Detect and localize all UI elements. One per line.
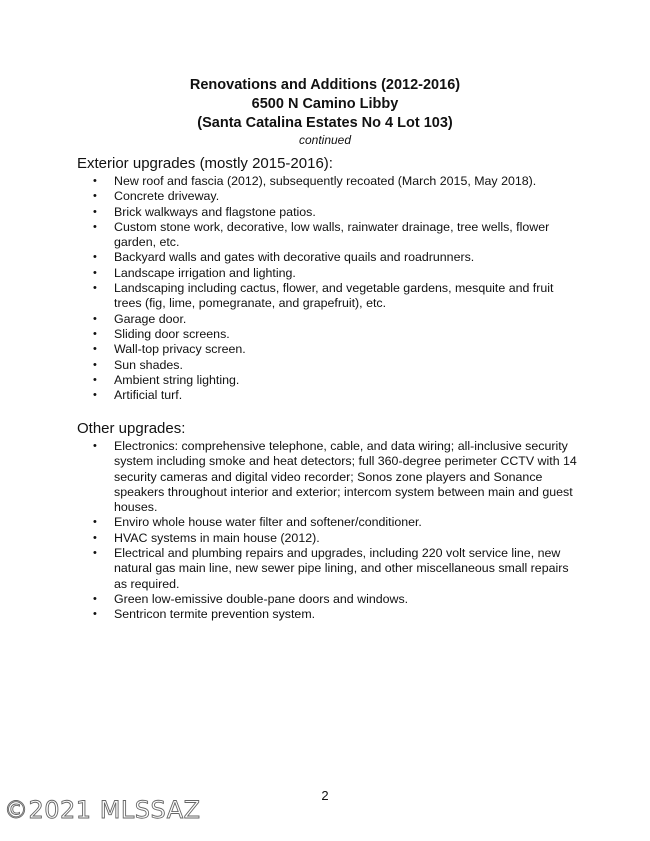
bullet-icon: •	[93, 220, 97, 233]
list-item	[77, 312, 577, 327]
list-item-text: Custom stone work, decorative, low walls, rainwater drainage, tree wells, flower garden, etc.	[114, 219, 550, 250]
bullet-icon: •	[93, 190, 97, 203]
list-item-text: Brick walkways and flagstone patios.	[114, 204, 316, 219]
bullet-icon: •	[93, 608, 97, 621]
list-item	[77, 205, 577, 220]
property-address: 6500 N Camino Libby	[251, 96, 399, 112]
bullet-icon: •	[93, 358, 97, 371]
bullet-icon: •	[93, 343, 97, 356]
document-header	[0, 76, 650, 147]
list-item	[77, 174, 577, 189]
bullet-icon: •	[93, 327, 97, 340]
exterior-upgrades-section	[77, 155, 577, 403]
list-item-text: Sun shades.	[114, 357, 183, 372]
section-title: Exterior upgrades (mostly 2015-2016):	[77, 155, 333, 172]
bullet-icon: •	[93, 531, 97, 544]
bullet-icon: •	[93, 266, 97, 279]
list-item	[77, 220, 577, 251]
bullet-icon: •	[93, 251, 97, 264]
list-item	[77, 250, 577, 265]
bullet-icon: •	[93, 205, 97, 218]
bullet-icon: •	[93, 592, 97, 605]
bullet-icon: •	[93, 516, 97, 529]
bullet-icon: •	[93, 373, 97, 386]
subdivision-lot: (Santa Catalina Estates No 4 Lot 103)	[197, 115, 453, 131]
other-upgrades-section	[77, 420, 577, 623]
list-item-text: New roof and fascia (2012), subsequently recoated (March 2015, May 2018).	[114, 174, 537, 188]
other-upgrades-list	[77, 439, 577, 623]
mls-watermark: ©2021 MLSSAZ	[4, 796, 201, 824]
list-item-text: Garage door.	[114, 311, 187, 326]
list-item-text: Wall-top privacy screen.	[114, 342, 246, 357]
list-item-text: Electrical and plumbing repairs and upgrades, including 220 volt service line, new natural gas main line, new sewer pipe lining, and other miscellaneous small repairs as required.	[114, 546, 569, 591]
list-item	[77, 388, 577, 403]
list-item	[77, 607, 577, 622]
continued-note: continued	[298, 133, 352, 147]
bullet-icon: •	[93, 547, 97, 560]
list-item	[77, 373, 577, 388]
bullet-icon: •	[93, 175, 97, 187]
list-item	[77, 546, 577, 592]
list-item-text: Landscaping including cactus, flower, and vegetable gardens, mesquite and fruit trees (fig, lime, pomegranate, and grapefruit), etc.	[114, 281, 554, 311]
list-item	[77, 592, 577, 607]
list-item	[77, 531, 577, 546]
list-item	[77, 358, 577, 373]
list-item	[77, 515, 577, 530]
list-item-text: Electronics: comprehensive telephone, cable, and data wiring; all-inclusive security system including smoke and heat detectors; full 360-degree perimeter CCTV with 14 security cameras and digital video recorder; Sonos zone players and Sonance speakers throughout interior and exterior; intercom system between main and guest houses.	[114, 439, 577, 515]
list-item-text: Landscape irrigation and lighting.	[114, 265, 296, 280]
list-item-text: Backyard walls and gates with decorative quails and roadrunners.	[114, 250, 475, 265]
section-title: Other upgrades:	[77, 420, 186, 437]
exterior-upgrades-list	[77, 174, 577, 403]
title-heading: Renovations and Additions (2012-2016)	[189, 77, 461, 93]
list-item-text: Green low-emissive double-pane doors and windows.	[114, 591, 409, 606]
list-item	[77, 327, 577, 342]
list-item	[77, 266, 577, 281]
list-item	[77, 189, 577, 204]
bullet-icon: •	[93, 282, 97, 295]
bullet-icon: •	[93, 440, 97, 452]
list-item-text: Concrete driveway.	[114, 189, 220, 204]
list-item	[77, 281, 577, 312]
list-item-text: Sentricon termite prevention system.	[114, 607, 316, 622]
list-item-text: HVAC systems in main house (2012).	[114, 530, 320, 545]
list-item-text: Enviro whole house water filter and softener/conditioner.	[114, 515, 422, 530]
list-item-text: Sliding door screens.	[114, 326, 230, 341]
list-item-text: Ambient string lighting.	[114, 372, 240, 387]
bullet-icon: •	[93, 312, 97, 325]
list-item-text: Artificial turf.	[114, 388, 183, 403]
bullet-icon: •	[93, 389, 97, 402]
page-number: 2	[321, 788, 329, 803]
list-item	[77, 439, 577, 515]
list-item	[77, 342, 577, 357]
